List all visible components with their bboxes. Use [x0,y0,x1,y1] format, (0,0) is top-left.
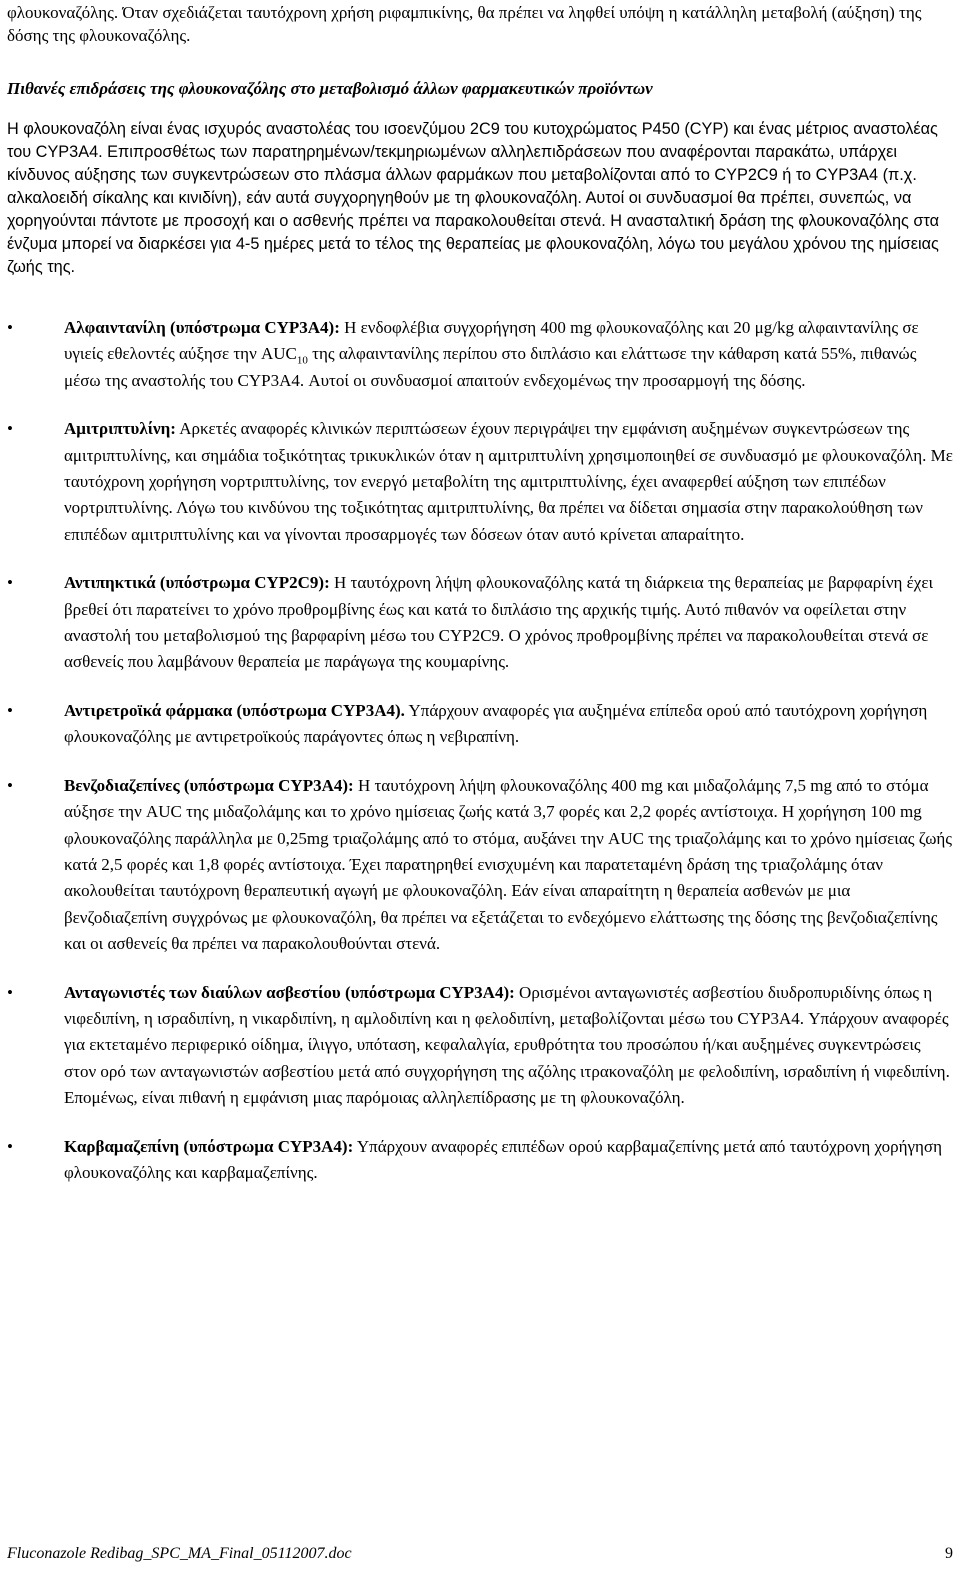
document-page [7,0,953,1208]
intro-paragraph: φλουκοναζόλης. Όταν σχεδιάζεται ταυτόχρονη χρήση ριφαμπικίνης, θα πρέπει να ληφθεί υπόψη η κατάλληλη μεταβολή (αύξηση) της δόσης της φλουκοναζόλης. [7,3,922,45]
list-item-text: Υπάρχουν αναφορές επιπέδων ορού καρβαμαζεπίνης μετά από ταυτόχρονη χορήγηση φλουκοναζόλης και καρβαμαζεπίνης. [64,1136,942,1182]
list-item-alfentanil [7,315,953,394]
list-item-text: Η ταυτόχρονη λήψη φλουκοναζόλης 400 mg και μιδαζολάμης 7,5 mg από το στόμα αύξησε την AUC της μιδαζολάμης και το χρόνο ημίσειας ζωής κατά 3,7 φορές και 2,2 φορές αντίστοιχα. Η χορήγηση 100 mg φλουκοναζόλης παράλληλα με 0,25mg τριαζολάμης από το στόμα, αυξάνει την AUC της τριαζολάμης και το χρόνο ημίσειας ζωής κατά 2,5 φορές και 1,8 φορές αντίστοιχα. Έχει παρατηρηθεί ενισχυμένη και παρατεταμένη δράση της τριαζολάμης όταν ακολουθείται ταυτόχρονη θεραπευτική αγωγή με φλουκοναζόλη. Εάν είναι απαραίτητη η θεραπεία ασθενών με μια βενζοδιαζεπίνη συγχρόνως με φλουκοναζόλη, θα πρέπει να εξετάζεται το ενδεχόμενο ελάττωσης της δόσης της βενζοδιαζεπίνης και οι ασθενείς θα πρέπει να παρακολουθούνται στενά. [64,775,953,954]
list-item-text: Η ταυτόχρονη λήψη φλουκοναζόλης κατά τη διάρκεια της θεραπείας με βαρφαρίνη έχει βρεθεί ότι παρατείνει το χρόνο προθρομβίνης έως και κατά το διπλάσιο της αρχικής τιμής. Αυτό πιθανόν να οφείλεται στην αναστολή του μεταβολισμού της βαρφαρίνη μέσω του CYP2C9. Ο χρόνος προθρομβίνης πρέπει να παρακολουθείται στενά σε ασθενείς που λαμβάνουν θεραπεία με παράγωγα της κουμαρίνης. [64,573,934,672]
list-item-calcium-channel-blockers [7,980,953,1112]
bullet-icon: • [7,775,13,795]
list-item-text: Υπάρχουν αναφορές για αυξημένα επίπεδα ορού από ταυτόχρονη χορήγηση φλουκοναζόλης με αντιρετροϊκούς παράγοντες όπως η νεβιραπίνη. [64,700,928,747]
bullet-icon: • [7,419,13,439]
section-paragraph: Η φλουκοναζόλη είναι ένας ισχυρός αναστολέας του ισοενζύμου 2C9 του κυτοχρώματος P450 (CYP) και ένας μέτριος αναστολέας του CYP3A4. Επιπροσθέτως των παρατηρημένων/τεκμηριωμένων αλληλεπιδράσεων που αναφέρονται παρακάτω, υπάρχει κίνδυνος αύξησης των συγκεντρώσεων στο πλάσμα άλλων φαρμάκων που μεταβολίζονται από το CYP2C9 ή το CYP3A4 (π.χ. αλκαλοειδή σίκαλης και κινιδίνη), εάν αυτά συγχορηγηθούν με τη φλουκοναζόλη. Αυτοί οι συνδυασμοί θα πρέπει, συνεπώς, να χορηγούνται πάντοτε με προσοχή και ο ασθενής πρέπει να παρακολουθείται στενά. Η ανασταλτική δράση της φλουκοναζόλης στα ένζυμα μπορεί να διαρκέσει για 4-5 ημέρες μετά το τέλος της θεραπείας με φλουκοναζόλη, λόγω του μεγάλου χρόνου της ημίσειας ζωής της. [7,120,940,276]
footer-filename: Fluconazole Redibag_SPC_MA_Final_05112007.doc [7,1545,352,1562]
bullet-icon: • [7,1136,13,1156]
list-item-carbamazepine [7,1134,953,1187]
list-item-term: Ανταγωνιστές των διαύλων ασβεστίου (υπόστρωμα CYP3A4): [64,982,515,1002]
list-item-term: Βενζοδιαζεπίνες (υπόστρωμα CYP3A4): [64,775,354,795]
bullet-icon: • [7,573,13,593]
page-footer [7,1545,953,1563]
list-item-benzodiazepines [7,773,953,958]
bullet-icon: • [7,318,13,337]
list-item-text: Ορισμένοι ανταγωνιστές ασβεστίου διυδροπυριδίνης όπως η νιφεδιπίνη, η ισραδιπίνη, η νικαρδιπίνη, η αμλοδιπίνη και η φελοδιπίνη, μεταβολίζονται μέσω του CYP3A4. Υπάρχουν αναφορές για εκτεταμένο περιφερικό οίδημα, ίλιγγο, υπόταση, κεφαλαλγία, ερυθρότητα του προσώπου ή/και αυξημένες συγκεντρώσεις στον ορό των ανταγωνιστών ασβεστίου μετά από συγχορήγηση της αζόλης ιτρακοναζόλη με φελοδιπίνη, ισραδιπίνη ή νιφεδιπίνη. Επομένως, είναι πιθανή η εμφάνιση μιας παρόμοιας αλληλεπίδρασης με τη φλουκοναζόλη. [64,982,950,1108]
list-item-subscript: 10 [296,354,308,367]
list-item-term: Αλφαιντανίλη (υπόστρωμα CYP3A4): [64,318,340,337]
bullet-icon: • [7,982,13,1002]
section-heading: Πιθανές επιδράσεις της φλουκοναζόλης στο μεταβολισμό άλλων φαρμακευτικών προϊόντων [7,79,653,98]
page-number: 9 [945,1545,953,1562]
interaction-list [7,315,953,1186]
list-item-antiretrovirals [7,698,953,751]
list-item-term: Αμιτριπτυλίνη: [64,419,176,439]
list-item-amitriptyline [7,416,953,548]
list-item-term: Αντιπηκτικά (υπόστρωμα CYP2C9): [64,573,330,593]
list-item-text: της αλφαιντανίλης περίπου στο διπλάσιο και ελάττωσε την κάθαρση κατά 55%, πιθανώς μέσω της αναστολής του CYP3A4. Αυτοί οι συνδυασμοί απαιτούν ενδεχομένως την προσαρμογή της δόσης. [64,344,917,390]
list-item-term: Αντιρετροϊκά φάρμακα (υπόστρωμα CYP3A4). [64,700,405,720]
bullet-icon: • [7,700,13,720]
list-item-text: Αρκετές αναφορές κλινικών περιπτώσεων έχουν περιγράψει την εμφάνιση αυξημένων συγκεντρώσεων της αμιτριπτυλίνης, και σημάδια τοξικότητας τρικυκλικών όταν η αμιτριπτυλίνη χρησιμοποιηθεί σε συνδυασμό με φλουκοναζόλη. Με ταυτόχρονη χορήγηση νορτριπτυλίνης, τον ενεργό μεταβολίτη της αμιτριπτυλίνης, έχει αναφερθεί αύξηση των επιπέδων νορτριπτυλίνης. Λόγω του κινδύνου της τοξικότητας αμιτριπτυλίνης, θα πρέπει να δίδεται σημασία στην παρακολούθηση των επιπέδων αμιτριπτυλίνης και να γίνονται προσαρμογές των δόσεων όταν αυτό κρίνεται απαραίτητο. [64,419,953,544]
list-item-text: Η ενδοφλέβια συγχορήγηση 400 mg φλουκοναζόλης και 20 μg/kg αλφαιντανίλης σε υγιείς εθελοντές αύξησε την AUC [64,318,919,364]
list-item-term: Καρβαμαζεπίνη (υπόστρωμα CYP3A4): [64,1136,354,1156]
list-item-anticoagulants [7,570,953,676]
